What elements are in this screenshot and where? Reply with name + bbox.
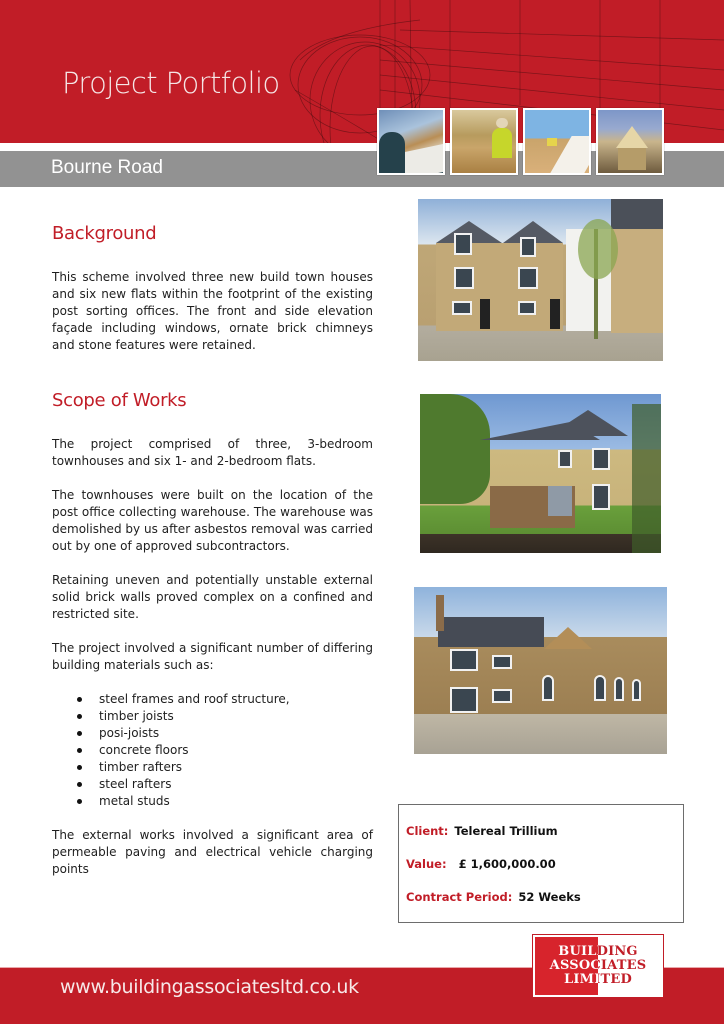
value-label: Value: <box>406 857 447 871</box>
value-amount: £ 1,600,000.00 <box>458 857 556 871</box>
logo-line-2: ASSOCIATES <box>535 959 661 973</box>
scope-paragraph-1: The project comprised of three, 3-bedroom townhouses and six 1- and 2-bedroom flats. <box>52 437 373 468</box>
background-paragraph: This scheme involved three new build town houses and six new flats within the footprint of the existing post sorting offices. The front and side elevation façade including windows, ornate brick chimneys and stone features were retained. <box>52 270 373 352</box>
company-logo <box>533 935 663 997</box>
townhouses-rear-garden-photo <box>420 394 661 553</box>
list-item: steel frames and roof structure, <box>52 691 373 708</box>
list-item: concrete floors <box>52 742 373 759</box>
scope-heading: Scope of Works <box>52 390 187 411</box>
scope-paragraph-3: Retaining uneven and potentially unstable external solid brick walls proved complex on a confined and restricted site. <box>52 573 373 621</box>
contract-period-label: Contract Period: <box>406 890 513 904</box>
timber-roof-frame-photo <box>596 108 664 175</box>
project-details-box <box>398 804 684 923</box>
logo-line-3: LIMITED <box>535 973 661 987</box>
list-item: steel rafters <box>52 776 373 793</box>
list-item: timber joists <box>52 708 373 725</box>
background-heading: Background <box>52 223 157 244</box>
list-item: metal studs <box>52 793 373 810</box>
scope-closing: The external works involved a significant area of permeable paving and electrical vehicle charging points <box>52 828 373 876</box>
contract-period-row <box>406 890 581 904</box>
list-item: posi-joists <box>52 725 373 742</box>
site-worker-interior-photo <box>450 108 518 175</box>
page-title: Project Portfolio <box>62 66 280 100</box>
contract-period-value: 52 Weeks <box>518 890 581 904</box>
background-text <box>52 269 373 371</box>
website-link[interactable]: www.buildingassociatesltd.co.uk <box>60 976 359 998</box>
roofer-on-roof-photo <box>523 108 591 175</box>
scope-paragraph-2: The townhouses were built on the location of the post office collecting warehouse. The warehouse was demolished by us after asbestos removal was carried out by one of approved subcontractors. <box>52 488 373 553</box>
townhouses-front-photo <box>418 199 663 361</box>
client-label: Client: <box>406 824 449 838</box>
scope-paragraph-4: The project involved a significant number of differing building materials such as: <box>52 641 373 672</box>
architect-reviewing-plans-photo <box>377 108 445 175</box>
logo-line-1: BUILDING <box>535 945 661 959</box>
materials-list <box>52 691 373 810</box>
project-name: Bourne Road <box>51 157 163 178</box>
converted-post-office-photo <box>414 587 667 754</box>
value-row <box>406 857 556 871</box>
client-row <box>406 824 558 838</box>
header-thumbnails <box>377 108 664 175</box>
list-item: timber rafters <box>52 759 373 776</box>
scope-text <box>52 436 373 895</box>
client-value: Telereal Trillium <box>454 824 558 838</box>
